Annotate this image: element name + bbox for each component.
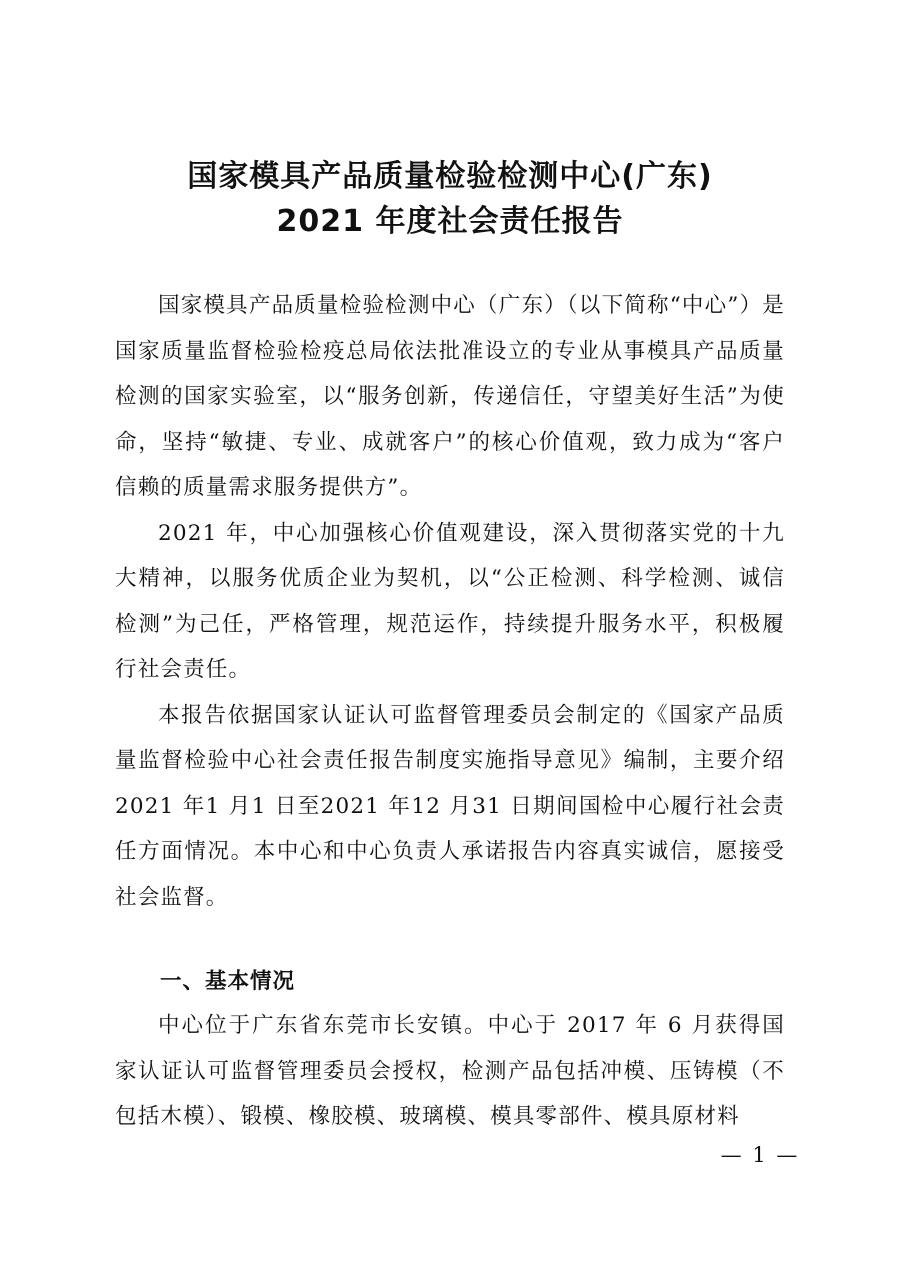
page-number: — 1 —	[720, 1143, 800, 1167]
paragraph-basic-info: 中心位于广东省东莞市长安镇。中心于 2017 年 6 月获得国家认证认可监督管理委员会授权，检测产品包括冲模、压铸模（不包括木模）、锻模、橡胶模、玻璃模、模具零部件、模具原材料	[115, 1013, 785, 1129]
basic-info-section	[115, 1003, 785, 1140]
paragraph-intro: 国家模具产品质量检验检测中心（广东）（以下简称“中心”）是国家质量监督检验检疫总局依法批准设立的专业从事模具产品质量检测的国家实验室，以“服务创新，传递信任，守望美好生活”为使命，坚持“敏捷、专业、成就客户”的核心价值观，致力成为“客户信赖的质量需求服务提供方”。	[115, 293, 785, 500]
paragraph-2021-overview: 2021 年，中心加强核心价值观建设，深入贯彻落实党的十九大精神，以服务优质企业为契机，以“公正检测、科学检测、诚信检测”为己任，严格管理，规范运作，持续提升服务水平，积极履行社会责任。	[115, 520, 785, 682]
document-title-line-2: 2021 年度社会责任报告	[276, 204, 624, 239]
paragraph-report-basis: 本报告依据国家认证认可监督管理委员会制定的《国家产品质量监督检验中心社会责任报告制度实施指导意见》编制，主要介绍2021 年1 月1 日至2021 年12 月31 日期间国检中心履行社会责任方面情况。本中心和中心负责人承诺报告内容真实诚信，愿接受社会监督。	[115, 702, 785, 910]
section-heading-basic-info: 一、基本情况	[160, 969, 296, 994]
intro-section	[115, 283, 785, 920]
document-title-line-1: 国家模具产品质量检验检测中心(广东)	[187, 159, 713, 194]
